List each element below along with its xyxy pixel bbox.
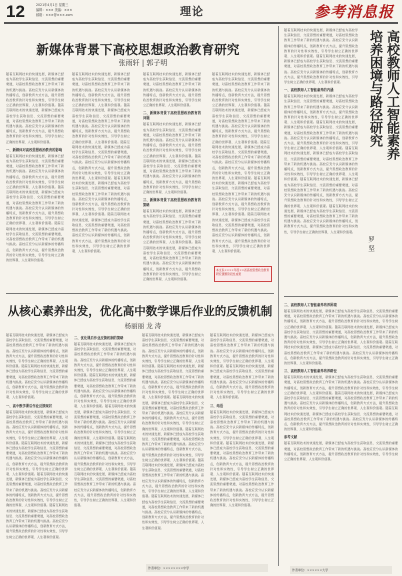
article2-body-4a: 随着互联网技术的快速发展，新媒体已经成为高校学生获取信息、交流思想的重要渠道，对高校思想政治教育工作带来了新的机遇与挑战。高校应充分认识新媒体的传播特点，创新教育方式方法，提升思想政治教育的针对性和实效性，引导学生树立正确的世界观、人生观和价值观。: [210, 333, 274, 369]
article1-body-2c: 随着互联网技术的快速发展，新媒体已经成为高校学生获取信息、交流思想的重要渠道，对高校思想政治教育工作带来了新的机遇与挑战。高校应充分认识新媒体的传播特点，创新教育方式方法，提升思想政治教育的针对性和实效性，引导学生树立正确的世界观、人生观和价值观。: [72, 139, 130, 181]
article3-column-1: [284, 28, 358, 293]
article2-body-2e: 随着互联网技术的快速发展，新媒体已经成为高校学生获取信息、交流思想的重要渠道，对高校思想政治教育工作带来了新的机遇与挑战。高校应充分认识新媒体的传播特点，创新教育方式方法，提升思想政治教育的针对性和实效性，引导学生树立正确的世界观、人生观和价值观。: [74, 466, 136, 508]
article2-body-3e: 随着互联网技术的快速发展，新媒体已经成为高校学生获取信息、交流思想的重要渠道，对高校思想政治教育工作带来了新的机遇与挑战。高校应充分认识新媒体的传播特点，创新教育方式方法，提升思想政治教育的针对性和实效性，引导学生树立正确的世界观、人生观和价值观。: [142, 457, 204, 499]
article2-body-3c: 随着互联网技术的快速发展，新媒体已经成为高校学生获取信息、交流思想的重要渠道，对高校思想政治教育工作带来了新的机遇与挑战。高校应充分认识新媒体的传播特点，创新教育方式方法，提升思想政治教育的针对性和实效性，引导学生树立正确的世界观、人生观和价值观。: [142, 395, 204, 431]
article3-body-2f: 随着互联网技术的快速发展，新媒体已经成为高校学生获取信息、交流思想的重要渠道，对高校思想政治教育工作带来了新的机遇与挑战。高校应充分认识新媒体的传播特点，创新教育方式方法，提升思想政治教育的针对性和实效性，引导学生树立正确的世界观、人生观和价值观。: [284, 406, 398, 432]
article1-body-2e: 随着互联网技术的快速发展，新媒体已经成为高校学生获取信息、交流思想的重要渠道，对高校思想政治教育工作带来了新的机遇与挑战。高校应充分认识新媒体的传播特点，创新教育方式方法，提升思想政治教育的针对性和实效性，引导学生树立正确的世界观、人生观和价值观。: [72, 212, 130, 253]
article2-author: 杨丽丽 龙 涛: [124, 322, 162, 330]
article1-body-3a: 随着互联网技术的快速发展，新媒体已经成为高校学生获取信息、交流思想的重要渠道，对高校思想政治教育工作带来了新的机遇与挑战。高校应充分认识新媒体的传播特点，创新教育方式方法，提升思想政治教育的针对性和实效性，引导学生树立正确的世界观、人生观和价值观。: [143, 72, 201, 108]
article2-column-1: [6, 333, 68, 561]
article1-body-4d: 随着互联网技术的快速发展，新媒体已经成为高校学生获取信息、交流思想的重要渠道，对高校思想政治教育工作带来了新的机遇与挑战。高校应充分认识新媒体的传播特点，创新教育方式方法，提升思想政治教育的针对性和实效性，引导学生树立正确的世界观、人生观和价值观。: [212, 176, 270, 217]
article1-subhead-1: 一、新媒体对高校思想政治教育的影响: [6, 147, 63, 152]
article1-body-1b: 随着互联网技术的快速发展，新媒体已经成为高校学生获取信息、交流思想的重要渠道，对高校思想政治教育工作带来了新的机遇与挑战。高校应充分认识新媒体的传播特点，创新教育方式方法，提升思想政治教育的针对性和实效性，引导学生树立正确的世界观、人生观和价值观。: [6, 103, 64, 144]
article3-body-2e: 随着互联网技术的快速发展，新媒体已经成为高校学生获取信息、交流思想的重要渠道，对高校思想政治教育工作带来了新的机遇与挑战。高校应充分认识新媒体的传播特点，创新教育方式方法，提升思想政治教育的针对性和实效性，引导学生树立正确的世界观、人生观和价值观。: [284, 390, 398, 411]
article2-column-3: [142, 333, 204, 561]
article2-body-1b: 随着互联网技术的快速发展，新媒体已经成为高校学生获取信息、交流思想的重要渠道，对高校思想政治教育工作带来了新的机遇与挑战。高校应充分认识新媒体的传播特点，创新教育方式方法，提升思想政治教育的针对性和实效性，引导学生树立正确的世界观、人生观和价值观。: [6, 364, 68, 400]
article3-subhead-1: 一、高校教师人工智能素养的内涵: [284, 88, 334, 93]
article3-body-2b: 随着互联网技术的快速发展，新媒体已经成为高校学生获取信息、交流思想的重要渠道，对高校思想政治教育工作带来了新的机遇与挑战。高校应充分认识新媒体的传播特点，创新教育方式方法，提升思想政治教育的针对性和实效性，引导学生树立正确的世界观、人生观和价值观。: [284, 324, 398, 345]
article3-subhead-3: 三、高校教师人工智能素养培养路径: [284, 369, 337, 374]
article3-body-1d: 随着互联网技术的快速发展，新媒体已经成为高校学生获取信息、交流思想的重要渠道，对高校思想政治教育工作带来了新的机遇与挑战。高校应充分认识新媒体的传播特点，创新教育方式方法，提升思想政治教育的针对性和实效性，引导学生树立正确的世界观、人生观和价值观。: [284, 120, 358, 151]
section-name: 理论: [180, 5, 204, 18]
article1-author: 张雨轩 | 郭子明: [118, 59, 168, 67]
article1-body-4a: 随着互联网技术的快速发展，新媒体已经成为高校学生获取信息、交流思想的重要渠道，对高校思想政治教育工作带来了新的机遇与挑战。高校应充分认识新媒体的传播特点，创新教育方式方法，提升思想政治教育的针对性和实效性，引导学生树立正确的世界观、人生观和价值观。: [212, 72, 270, 108]
article3-body-1f: 随着互联网技术的快速发展，新媒体已经成为高校学生获取信息、交流思想的重要渠道，对高校思想政治教育工作带来了新的机遇与挑战。高校应充分认识新媒体的传播特点，创新教育方式方法，提升思想政治教育的针对性和实效性，引导学生树立正确的世界观、人生观和价值观。: [284, 177, 358, 208]
article2-body-1a: 随着互联网技术的快速发展，新媒体已经成为高校学生获取信息、交流思想的重要渠道，对高校思想政治教育工作带来了新的机遇与挑战。高校应充分认识新媒体的传播特点，创新教育方式方法，提升思想政治教育的针对性和实效性，引导学生树立正确的世界观、人生观和价值观。: [6, 333, 68, 369]
article2-body-2d: 随着互联网技术的快速发展，新媒体已经成为高校学生获取信息、交流思想的重要渠道，对高校思想政治教育工作带来了新的机遇与挑战。高校应充分认识新媒体的传播特点，创新教育方式方法，提升思想政治教育的针对性和实效性，引导学生树立正确的世界观、人生观和价值观。: [74, 435, 136, 471]
article2-body-2a: 随着互联网技术的快速发展，新媒体已经成为高校学生获取信息、交流思想的重要渠道，对高校思想政治教育工作带来了新的机遇与挑战。高校应充分认识新媒体的传播特点，创新教育方式方法，提升思想政治教育的针对性和实效性，引导学生树立正确的世界观、人生观和价值观。: [74, 342, 136, 378]
article3-author: 罗 坚: [367, 236, 375, 252]
article2-title: 从核心素养出发，优化高中数学课后作业的反馈机制: [7, 304, 273, 318]
article3-subhead-4: 参考文献: [284, 435, 298, 440]
header-rule: [4, 22, 398, 24]
column-divider-left: [278, 26, 279, 566]
article2-body-4e: 随着互联网技术的快速发展，新媒体已经成为高校学生获取信息、交流思想的重要渠道，对高校思想政治教育工作带来了新的机遇与挑战。高校应充分认识新媒体的传播特点，创新教育方式方法，提升思想政治教育的针对性和实效性，引导学生树立正确的世界观、人生观和价值观。: [210, 472, 274, 508]
article1-body-4c: 随着互联网技术的快速发展，新媒体已经成为高校学生获取信息、交流思想的重要渠道，对高校思想政治教育工作带来了新的机遇与挑战。高校应充分认识新媒体的传播特点，创新教育方式方法，提升思想政治教育的针对性和实效性，引导学生树立正确的世界观、人生观和价值观。: [212, 139, 270, 181]
article1-title: 新媒体背景下高校思想政治教育研究: [36, 42, 240, 57]
article3-body-1b: 随着互联网技术的快速发展，新媒体已经成为高校学生获取信息、交流思想的重要渠道，对高校思想政治教育工作带来了新的机遇与挑战。高校应充分认识新媒体的传播特点，创新教育方式方法，提升思想政治教育的针对性和实效性，引导学生树立正确的世界观、人生观和价值观。: [284, 54, 358, 85]
article3-body-1c: 随着互联网技术的快速发展，新媒体已经成为高校学生获取信息、交流思想的重要渠道，对高校思想政治教育工作带来了新的机遇与挑战。高校应充分认识新媒体的传播特点，创新教育方式方法，提升思想政治教育的针对性和实效性，引导学生树立正确的世界观、人生观和价值观。: [284, 94, 358, 125]
article2-body-4b: 随着互联网技术的快速发展，新媒体已经成为高校学生获取信息、交流思想的重要渠道，对高校思想政治教育工作带来了新的机遇与挑战。高校应充分认识新媒体的传播特点，创新教育方式方法，提升思想政治教育的针对性和实效性，引导学生树立正确的世界观、人生观和价值观。: [210, 364, 274, 400]
article1-body-3b: 随着互联网技术的快速发展，新媒体已经成为高校学生获取信息、交流思想的重要渠道，对高校思想政治教育工作带来了新的机遇与挑战。高校应充分认识新媒体的传播特点，创新教育方式方法，提升思想政治教育的针对性和实效性，引导学生树立正确的世界观、人生观和价值观。: [143, 122, 201, 158]
article3-body-1g: 随着互联网技术的快速发展，新媒体已经成为高校学生获取信息、交流思想的重要渠道，对高校思想政治教育工作带来了新的机遇与挑战。高校应充分认识新媒体的传播特点，创新教育方式方法，提升思想政治教育的针对性和实效性，引导学生树立正确的世界观、人生观和价值观。: [284, 203, 358, 234]
article2-body-1f: 随着互联网技术的快速发展，新媒体已经成为高校学生获取信息、交流思想的重要渠道，对高校思想政治教育工作带来了新的机遇与挑战。高校应充分认识新媒体的传播特点，创新教育方式方法，提升思想政治教育的针对性和实效性，引导学生树立正确的世界观、人生观和价值观。: [6, 503, 68, 539]
article1-column-2: [72, 72, 130, 282]
article2-body-3a: 随着互联网技术的快速发展，新媒体已经成为高校学生获取信息、交流思想的重要渠道，对高校思想政治教育工作带来了新的机遇与挑战。高校应充分认识新媒体的传播特点，创新教育方式方法，提升思想政治教育的针对性和实效性，引导学生树立正确的世界观、人生观和价值观。: [142, 333, 204, 369]
article1-body-4e: 随着互联网技术的快速发展，新媒体已经成为高校学生获取信息、交流思想的重要渠道，对高校思想政治教育工作带来了新的机遇与挑战。高校应充分认识新媒体的传播特点，创新教育方式方法，提升思想政治教育的针对性和实效性，引导学生树立正确的世界观、人生观和价值观。: [212, 212, 270, 253]
article2-body-3f: 随着互联网技术的快速发展，新媒体已经成为高校学生获取信息、交流思想的重要渠道，对高校思想政治教育工作带来了新的机遇与挑战。高校应充分认识新媒体的传播特点，创新教育方式方法，提升思想政治教育的针对性和实效性，引导学生树立正确的世界观、人生观和价值观。: [142, 494, 204, 530]
article1-body-4b: 随着互联网技术的快速发展，新媒体已经成为高校学生获取信息、交流思想的重要渠道，对高校思想政治教育工作带来了新的机遇与挑战。高校应充分认识新媒体的传播特点，创新教育方式方法，提升思想政治教育的针对性和实效性，引导学生树立正确的世界观、人生观和价值观。: [212, 103, 270, 144]
article2-body-1c: 随着互联网技术的快速发展，新媒体已经成为高校学生获取信息、交流思想的重要渠道，对高校思想政治教育工作带来了新的机遇与挑战。高校应充分认识新媒体的传播特点，创新教育方式方法，提升思想政治教育的针对性和实效性，引导学生树立正确的世界观、人生观和价值观。: [6, 409, 68, 445]
article2-body-4c: 随着互联网技术的快速发展，新媒体已经成为高校学生获取信息、交流思想的重要渠道，对高校思想政治教育工作带来了新的机遇与挑战。高校应充分认识新媒体的传播特点，创新教育方式方法，提升思想政治教育的针对性和实效性，引导学生树立正确的世界观、人生观和价值观。: [210, 409, 274, 445]
article3-title-line-2: 培养困境与路径研究: [367, 30, 382, 147]
article2-column-4: [210, 333, 274, 561]
article3-author-note: 作者单位：××××××大学: [290, 566, 392, 574]
article2-subhead-2: 二、优化课后作业反馈机制的策略: [74, 336, 124, 340]
article3-title-line-1: 高校教师人工智能素养: [384, 30, 399, 160]
article2-body-1e: 随着互联网技术的快速发展，新媒体已经成为高校学生获取信息、交流思想的重要渠道，对高校思想政治教育工作带来了新的机遇与挑战。高校应充分认识新媒体的传播特点，创新教育方式方法，提升思想政治教育的针对性和实效性，引导学生树立正确的世界观、人生观和价值观。: [6, 472, 68, 508]
article1-body-3c: 随着互联网技术的快速发展，新媒体已经成为高校学生获取信息、交流思想的重要渠道，对高校思想政治教育工作带来了新的机遇与挑战。高校应充分认识新媒体的传播特点，创新教育方式方法，提升思想政治教育的针对性和实效性，引导学生树立正确的世界观、人生观和价值观。: [143, 153, 201, 195]
article1-body-2a: 随着互联网技术的快速发展，新媒体已经成为高校学生获取信息、交流思想的重要渠道，对高校思想政治教育工作带来了新的机遇与挑战。高校应充分认识新媒体的传播特点，创新教育方式方法，提升思想政治教育的针对性和实效性，引导学生树立正确的世界观、人生观和价值观。: [72, 72, 130, 108]
page-number: 12: [6, 2, 25, 21]
article1-column-1: [6, 72, 64, 282]
article3-body-2g: 随着互联网技术的快速发展，新媒体已经成为高校学生获取信息、交流思想的重要渠道，对高校思想政治教育工作带来了新的机遇与挑战。高校应充分认识新媒体的传播特点，创新教育方式方法，提升思想政治教育的针对性和实效性，引导学生树立正确的世界观、人生观和价值观。: [284, 441, 398, 462]
masthead-logo: 参考消息报: [313, 3, 394, 21]
dateline-date: 2021年4月1日 星期三: [36, 3, 69, 7]
article2-subhead-1: 一、高中数学课后作业反馈现状: [6, 403, 53, 408]
article2-body-1d: 随着互联网技术的快速发展，新媒体已经成为高校学生获取信息、交流思想的重要渠道，对高校思想政治教育工作带来了新的机遇与挑战。高校应充分认识新媒体的传播特点，创新教育方式方法，提升思想政治教育的针对性和实效性，引导学生树立正确的世界观、人生观和价值观。: [6, 440, 68, 477]
article1-body-3d: 随着互联网技术的快速发展，新媒体已经成为高校学生获取信息、交流思想的重要渠道，对高校思想政治教育工作带来了新的机遇与挑战。高校应充分认识新媒体的传播特点，创新教育方式方法，提升思想政治教育的针对性和实效性，引导学生树立正确的世界观、人生观和价值观。: [143, 209, 201, 245]
article2-body-4d: 随着互联网技术的快速发展，新媒体已经成为高校学生获取信息、交流思想的重要渠道，对高校思想政治教育工作带来了新的机遇与挑战。高校应充分认识新媒体的传播特点，创新教育方式方法，提升思想政治教育的针对性和实效性，引导学生树立正确的世界观、人生观和价值观。: [210, 440, 274, 477]
article2-subhead-3: 三、结语: [210, 403, 224, 408]
article1-column-3: [143, 72, 201, 282]
article1-body-3e: 随着互联网技术的快速发展，新媒体已经成为高校学生获取信息、交流思想的重要渠道，对高校思想政治教育工作带来了新的机遇与挑战。高校应充分认识新媒体的传播特点，创新教育方式方法，提升思想政治教育的针对性和实效性，引导学生树立正确的世界观、人生观和价值观。: [143, 240, 201, 281]
article1-body-1e: 随着互联网技术的快速发展，新媒体已经成为高校学生获取信息、交流思想的重要渠道，对高校思想政治教育工作带来了新的机遇与挑战。高校应充分认识新媒体的传播特点，创新教育方式方法，提升思想政治教育的针对性和实效性，引导学生树立正确的世界观、人生观和价值观。: [6, 221, 64, 262]
article1-body-1a: 随着互联网技术的快速发展，新媒体已经成为高校学生获取信息、交流思想的重要渠道，对高校思想政治教育工作带来了新的机遇与挑战。高校应充分认识新媒体的传播特点，创新教育方式方法，提升思想政治教育的针对性和实效性，引导学生树立正确的世界观、人生观和价值观。: [6, 72, 64, 108]
article3-body-2a: 随着互联网技术的快速发展，新媒体已经成为高校学生获取信息、交流思想的重要渠道，对高校思想政治教育工作带来了新的机遇与挑战。高校应充分认识新媒体的传播特点，创新教育方式方法，提升思想政治教育的针对性和实效性，引导学生树立正确的世界观、人生观和价值观。: [284, 309, 398, 329]
article3-body-1a: 随着互联网技术的快速发展，新媒体已经成为高校学生获取信息、交流思想的重要渠道，对高校思想政治教育工作带来了新的机遇与挑战。高校应充分认识新媒体的传播特点，创新教育方式方法，提升思想政治教育的针对性和实效性，引导学生树立正确的世界观、人生观和价值观。: [284, 28, 358, 59]
dateline: [36, 3, 73, 18]
fund-note-box: 本文系××××年度××省高校思想政治教育研究课题阶段性成果: [214, 266, 272, 282]
article3-column-2: [284, 300, 398, 568]
dateline-editor: 编辑：××× 美编：×××: [36, 8, 73, 12]
article1-body-2d: 随着互联网技术的快速发展，新媒体已经成为高校学生获取信息、交流思想的重要渠道，对高校思想政治教育工作带来了新的机遇与挑战。高校应充分认识新媒体的传播特点，创新教育方式方法，提升思想政治教育的针对性和实效性，引导学生树立正确的世界观、人生观和价值观。: [72, 176, 130, 217]
dateline-email: 邮箱：×××@×××.com: [36, 13, 73, 17]
article2-body-2b: 随着互联网技术的快速发展，新媒体已经成为高校学生获取信息、交流思想的重要渠道，对高校思想政治教育工作带来了新的机遇与挑战。高校应充分认识新媒体的传播特点，创新教育方式方法，提升思想政治教育的针对性和实效性，引导学生树立正确的世界观、人生观和价值观。: [74, 373, 136, 409]
article1-subhead-2: 二、新媒体背景下高校思想政治教育的问题: [143, 111, 201, 121]
article3-divider: [284, 296, 398, 297]
article-divider: [6, 293, 274, 294]
article3-body-2c: 随着互联网技术的快速发展，新媒体已经成为高校学生获取信息、交流思想的重要渠道，对高校思想政治教育工作带来了新的机遇与挑战。高校应充分认识新媒体的传播特点，创新教育方式方法，提升思想政治教育的针对性和实效性，引导学生树立正确的世界观、人生观和价值观。: [284, 340, 398, 366]
article1-column-4: [212, 72, 270, 262]
article1-body-1c: 随着互联网技术的快速发展，新媒体已经成为高校学生获取信息、交流思想的重要渠道，对高校思想政治教育工作带来了新的机遇与挑战。高校应充分认识新媒体的传播特点，创新教育方式方法，提升思想政治教育的针对性和实效性，引导学生树立正确的世界观、人生观和价值观。: [6, 153, 64, 190]
article3-body-2d: 随着互联网技术的快速发展，新媒体已经成为高校学生获取信息、交流思想的重要渠道，对高校思想政治教育工作带来了新的机遇与挑战。高校应充分认识新媒体的传播特点，创新教育方式方法，提升思想政治教育的针对性和实效性，引导学生树立正确的世界观、人生观和价值观。: [284, 375, 398, 395]
article2-column-2: [74, 333, 136, 561]
article2-body-3d: 随着互联网技术的快速发展，新媒体已经成为高校学生获取信息、交流思想的重要渠道，对高校思想政治教育工作带来了新的机遇与挑战。高校应充分认识新媒体的传播特点，创新教育方式方法，提升思想政治教育的针对性和实效性，引导学生树立正确的世界观、人生观和价值观。: [142, 426, 204, 462]
article1-body-1d: 随着互联网技术的快速发展，新媒体已经成为高校学生获取信息、交流思想的重要渠道，对高校思想政治教育工作带来了新的机遇与挑战。高校应充分认识新媒体的传播特点，创新教育方式方法，提升思想政治教育的针对性和实效性，引导学生树立正确的世界观、人生观和价值观。: [6, 185, 64, 226]
article1-body-2b: 随着互联网技术的快速发展，新媒体已经成为高校学生获取信息、交流思想的重要渠道，对高校思想政治教育工作带来了新的机遇与挑战。高校应充分认识新媒体的传播特点，创新教育方式方法，提升思想政治教育的针对性和实效性，引导学生树立正确的世界观、人生观和价值观。: [72, 103, 130, 144]
article2-body-3b: 随着互联网技术的快速发展，新媒体已经成为高校学生获取信息、交流思想的重要渠道，对高校思想政治教育工作带来了新的机遇与挑战。高校应充分认识新媒体的传播特点，创新教育方式方法，提升思想政治教育的针对性和实效性，引导学生树立正确的世界观、人生观和价值观。: [142, 364, 204, 400]
article3-subhead-2: 二、高校教师人工智能素养培养困境: [284, 303, 337, 307]
article1-subhead-3: 三、新媒体背景下高校思想政治教育的策略: [143, 198, 201, 208]
page-header: [0, 0, 402, 24]
article3-title: [364, 30, 400, 230]
article2-author-note: 作者单位：××××××××中学: [146, 564, 268, 572]
article3-body-1e: 随着互联网技术的快速发展，新媒体已经成为高校学生获取信息、交流思想的重要渠道，对高校思想政治教育工作带来了新的机遇与挑战。高校应充分认识新媒体的传播特点，创新教育方式方法，提升思想政治教育的针对性和实效性，引导学生树立正确的世界观、人生观和价值观。: [284, 146, 358, 182]
article2-body-2c: 随着互联网技术的快速发展，新媒体已经成为高校学生获取信息、交流思想的重要渠道，对高校思想政治教育工作带来了新的机遇与挑战。高校应充分认识新媒体的传播特点，创新教育方式方法，提升思想政治教育的针对性和实效性，引导学生树立正确的世界观、人生观和价值观。: [74, 404, 136, 440]
